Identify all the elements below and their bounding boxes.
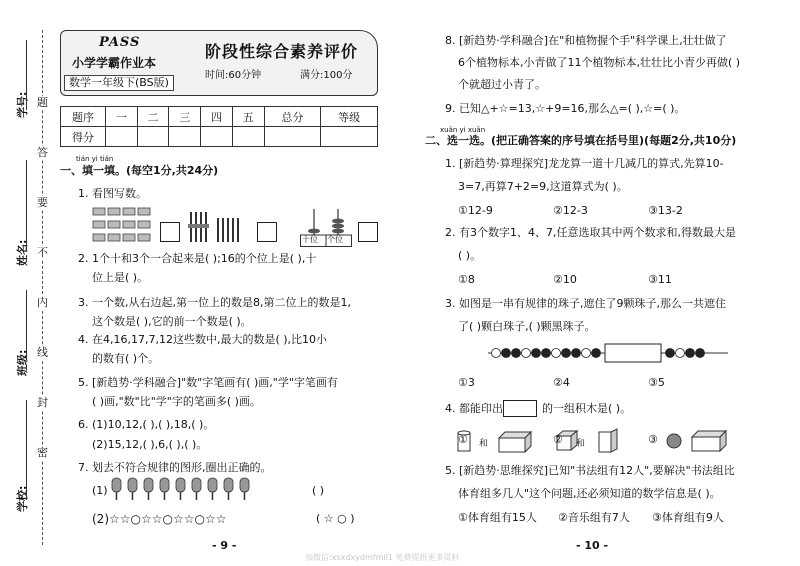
section2-pinyin: xuǎn yi xuǎn [440,126,486,134]
seal-char: 线 [37,346,48,359]
bead-string [488,342,728,368]
r1-option-1: ①12-9 [458,204,493,217]
school-line [26,400,27,500]
r2-option-1: ①8 [458,273,475,286]
class-line [26,290,27,360]
r4-text-b: 的一组积木是( )。 [542,402,632,415]
q7-row1-option: ( ) [312,484,325,497]
r4-text-a: 4. 都能印出 [445,402,503,415]
name-line [26,160,27,250]
r3-option-2: ②4 [553,376,570,389]
seal-char: 内 [37,296,48,309]
answer-box[interactable] [358,222,378,242]
q4-line1: 4. 在4,16,17,7,12这些数中,最大的数是( ),比10小 [78,333,328,346]
ones-label: 个位 [327,235,343,244]
r5-option-2: ②音乐组有7人 [558,511,630,524]
r1-line2: 3=7,再算7+2=9,这道算式为( )。 [458,180,628,193]
grade-label: 数学一年级下(BS版) [64,75,174,91]
sticks-picture [188,210,248,248]
seal-char: 密 [37,446,48,459]
q5-line2: ( )画,"数"比"学"字的笔画多( )画。 [92,395,261,408]
r5-line2: 体育组多几人"这个问题,还必须知道的数学信息是( )。 [458,487,721,500]
q8-line3: 个就超过小青了。 [458,78,546,91]
section1-pinyin: tián yi tián [76,155,114,163]
score-cell[interactable] [137,127,169,147]
score-header: 题序 [61,107,106,127]
score-header: 一 [106,107,138,127]
score-row-label: 得分 [61,127,106,147]
r3-option-3: ③5 [648,376,665,389]
score-cell[interactable] [201,127,233,147]
q3-line2: 这个数是( ),它的前一个数是( )。 [92,315,252,328]
block-set-3 [650,428,730,458]
section2-title: 二、选一选。(把正确答案的序号填在括号里)(每题2分,共10分) [425,134,737,147]
cubes-picture [92,206,156,248]
target-shape-rectangle [503,400,537,417]
watermark: 加微信:xsxdxydmfmll1 免费提供更多资料 [305,553,460,562]
q4-line2: 的数有( )个。 [92,352,160,365]
seal-char: 不 [37,246,48,259]
score-cell[interactable] [321,127,378,147]
and-label: 和 [479,439,489,449]
score-header: 二 [137,107,169,127]
q7-row2-option: ( ☆ ○ ) [316,512,355,525]
answer-box[interactable] [257,222,277,242]
seal-char: 题 [37,96,48,109]
r1-option-3: ③13-2 [648,204,683,217]
r1-line1: 1. [新趋势·算理探究]龙龙算一道十几减几的算式,先算10- [445,157,724,170]
score-header: 等级 [321,107,378,127]
q7-row2-sequence: (2)☆☆○☆☆○☆☆○☆☆ [92,512,227,526]
r5-option-3: ③体育组有9人 [652,511,724,524]
tens-label: 十位 [302,235,318,244]
page-number-right: - 10 - [576,539,609,552]
r3-option-1: ①3 [458,376,475,389]
r4-option-1-mark: ① [458,433,468,446]
class-label: 班级: [16,349,29,376]
seal-char: 要 [37,196,48,209]
score-header: 三 [169,107,201,127]
score-cell[interactable] [264,127,321,147]
r4-option-2-mark: ② [553,433,563,446]
q7-row1-label: (1) [92,484,108,497]
answer-box[interactable] [160,222,180,242]
q1-text: 1. 看图写数。 [78,187,147,200]
q9-text: 9. 已知△+☆=13,☆+9=16,那么△=( ),☆=( )。 [445,102,686,115]
section1-title: 一、填一填。(每空1分,共24分) [60,164,219,177]
and-label: 和 [576,439,586,449]
q7-text: 7. 划去不符合规律的图形,圈出正确的。 [78,461,272,474]
r4-option-3-mark: ③ [648,433,658,446]
score-header: 总分 [264,107,321,127]
r2-line2: ( )。 [458,249,482,262]
page-title: 阶段性综合素养评价 [205,42,359,61]
r1-option-2: ②12-3 [553,204,588,217]
r2-option-3: ③11 [648,273,672,286]
score-cell[interactable] [169,127,201,147]
q2-line2: 位上是( )。 [92,271,149,284]
seal-char: 答 [37,146,48,159]
r3-line1: 3. 如图是一串有规律的珠子,遮住了9颗珠子,那么一共遮住 [445,297,726,310]
r3-line2: 了( )颗白珠子,( )颗黑珠子。 [458,320,596,333]
q5-line1: 5. [新趋势·学科融合]"数"字笔画有( )画,"学"字笔画有 [78,376,338,389]
score-header: 四 [201,107,233,127]
student-id-line [26,40,27,110]
q6-line2: (2)15,12,( ),6,( ),( )。 [92,438,208,451]
r2-option-2: ②10 [553,273,577,286]
seal-char: 封 [37,396,48,409]
student-id-label: 学号: [16,91,29,118]
q3-line1: 3. 一个数,从右边起,第一位上的数是8,第二位上的数是1, [78,296,351,309]
time-limit: 时间:60分钟 [205,70,262,81]
school-label: 学校: [16,485,29,512]
pass-logo: PASS [99,35,141,50]
q8-line2: 6个植物标本,小青做了11个植物标本,壮壮比小青少再做( ) [458,56,741,69]
page-number-left: - 9 - [212,539,237,552]
score-cell[interactable] [106,127,138,147]
r5-line1: 5. [新趋势·思维探究]已知"书法组有12人",要解决"书法组比 [445,464,735,477]
score-table [60,106,378,147]
q2-line1: 2. 1个十和3个一合起来是( );16的个位上是( ),十 [78,252,317,265]
full-score: 满分:100分 [300,70,353,81]
block-set-2 [553,428,633,458]
q8-line1: 8. [新趋势·学科融合]在"和植物握个手"科学课上,壮壮做了 [445,34,727,47]
r5-option-1: ①体育组有15人 [458,511,537,524]
series-name: 小学学霸作业本 [72,56,157,70]
name-label: 姓名: [16,239,29,266]
r2-line1: 2. 有3个数字1、4、7,任意选取其中两个数求和,得数最大是 [445,226,736,239]
score-cell[interactable] [232,127,264,147]
score-header: 五 [232,107,264,127]
popsicle-sequence [110,476,270,506]
q6-line1: 6. (1)10,12,( ),( ),18,( )。 [78,418,215,431]
